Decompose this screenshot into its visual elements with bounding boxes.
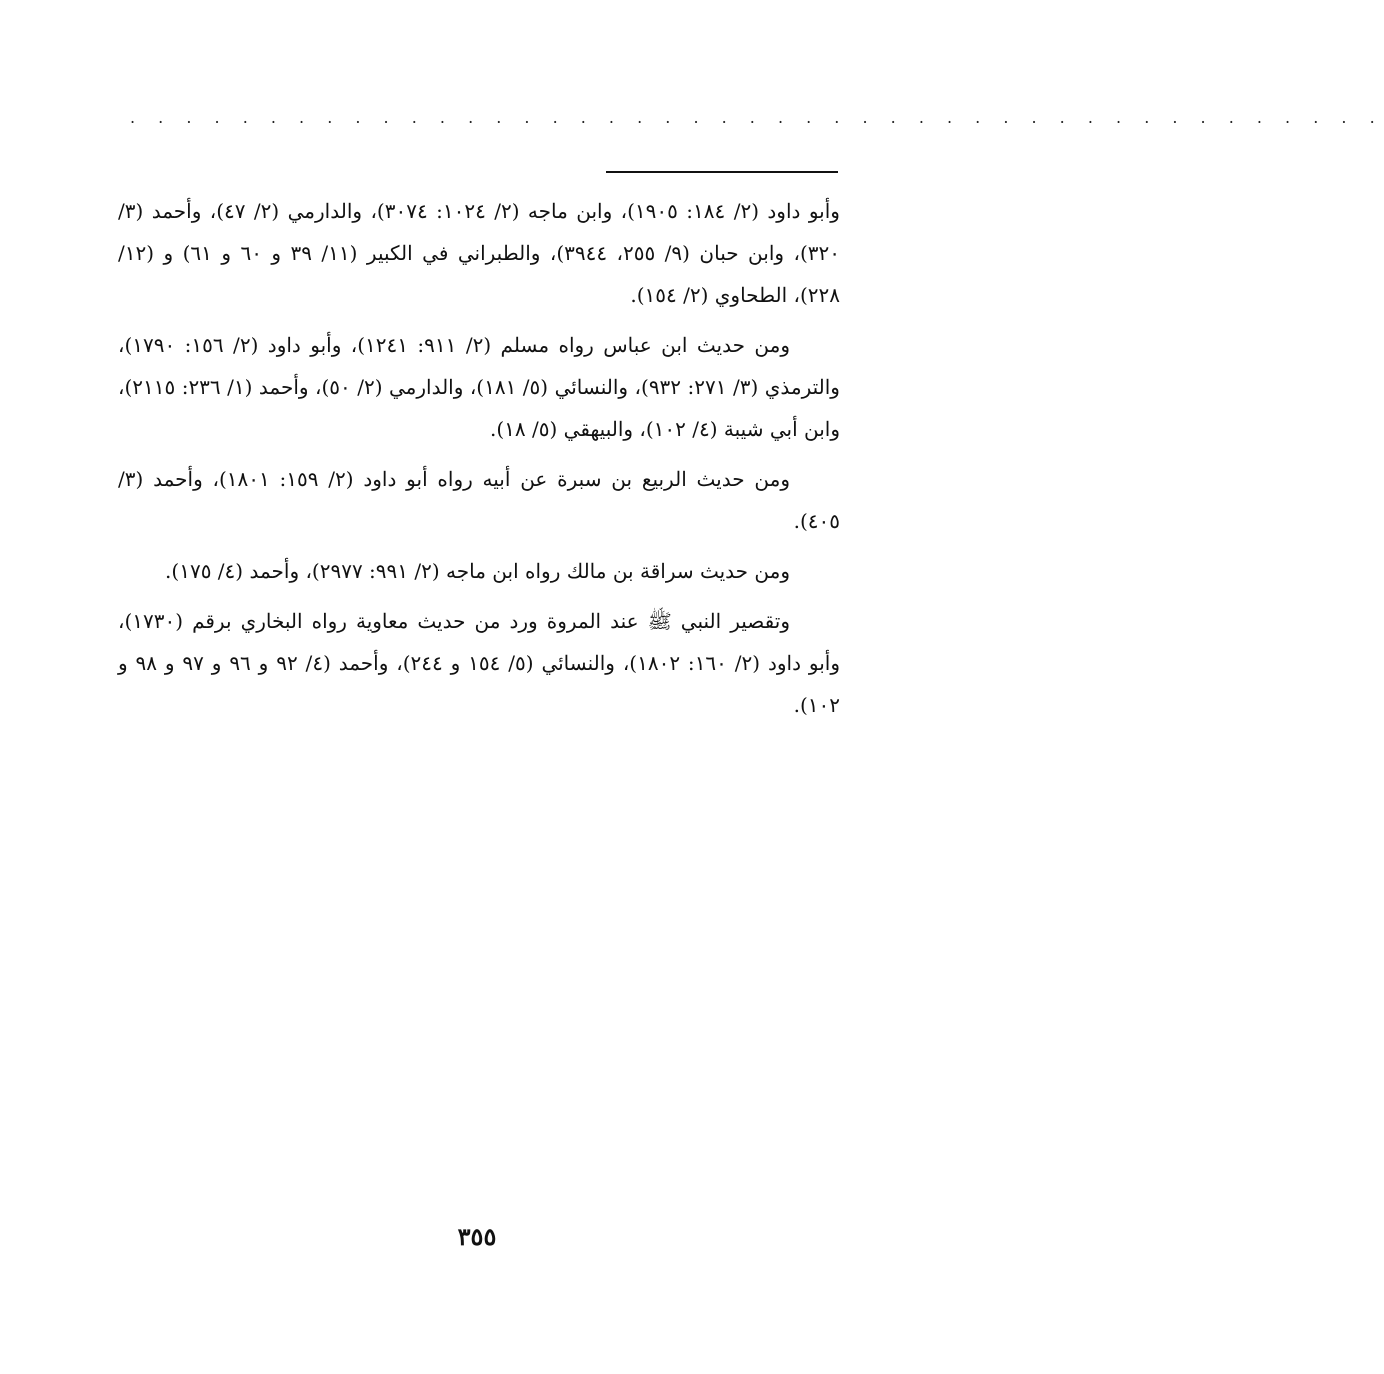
dotted-separator: . . . . . . . . . . . . . . . . . . . . . . . . . . . . . . . . . . . . . . . . . . . . .	[130, 108, 1384, 127]
footnote-paragraph-5: وتقصير النبي ﷺ عند المروة ورد من حديث معاوية رواه البخاري برقم (١٧٣٠)، وأبو داود (٢/ ١٦٠: ١٨٠٢)، والنسائي (٥/ ١٥٤ و ٢٤٤)، وأحمد (٤/ ٩٢ و ٩٦ و ٩٧ و ٩٨ و ١٠٢).	[118, 609, 840, 717]
footnote-rule	[606, 171, 838, 173]
footnote-paragraph-2: ومن حديث ابن عباس رواه مسلم (٢/ ٩١١: ١٢٤١)، وأبو داود (٢/ ١٥٦: ١٧٩٠)، والترمذي (٣/ ٢٧١: ٩٣٢)، والنسائي (٥/ ١٨١)، والدارمي (٢/ ٥٠)، وأحمد (١/ ٢٣٦: ٢١١٥)، وابن أبي شيبة (٤/ ١٠٢)، والبيهقي (٥/ ١٨).	[118, 333, 840, 441]
footnote-paragraph-1: وأبو داود (٢/ ١٨٤: ١٩٠٥)، وابن ماجه (٢/ ١٠٢٤: ٣٠٧٤)، والدارمي (٢/ ٤٧)، وأحمد (٣/ ٣٢٠)، وابن حبان (٩/ ٢٥٥، ٣٩٤٤)، والطبراني في الكبير (١١/ ٣٩ و ٦٠ و ٦١) و (١٢/ ٢٢٨)، الطحاوي (٢/ ١٥٤).	[118, 199, 840, 307]
footnote-paragraph-4: ومن حديث سراقة بن مالك رواه ابن ماجه (٢/ ٩٩١: ٢٩٧٧)، وأحمد (٤/ ١٧٥).	[165, 559, 790, 583]
page-number: ٣٥٥	[457, 1222, 497, 1251]
footnote-paragraph-3: ومن حديث الربيع بن سبرة عن أبيه رواه أبو داود (٢/ ١٥٩: ١٨٠١)، وأحمد (٣/ ٤٠٥).	[118, 467, 840, 533]
footnotes-block	[118, 190, 840, 734]
